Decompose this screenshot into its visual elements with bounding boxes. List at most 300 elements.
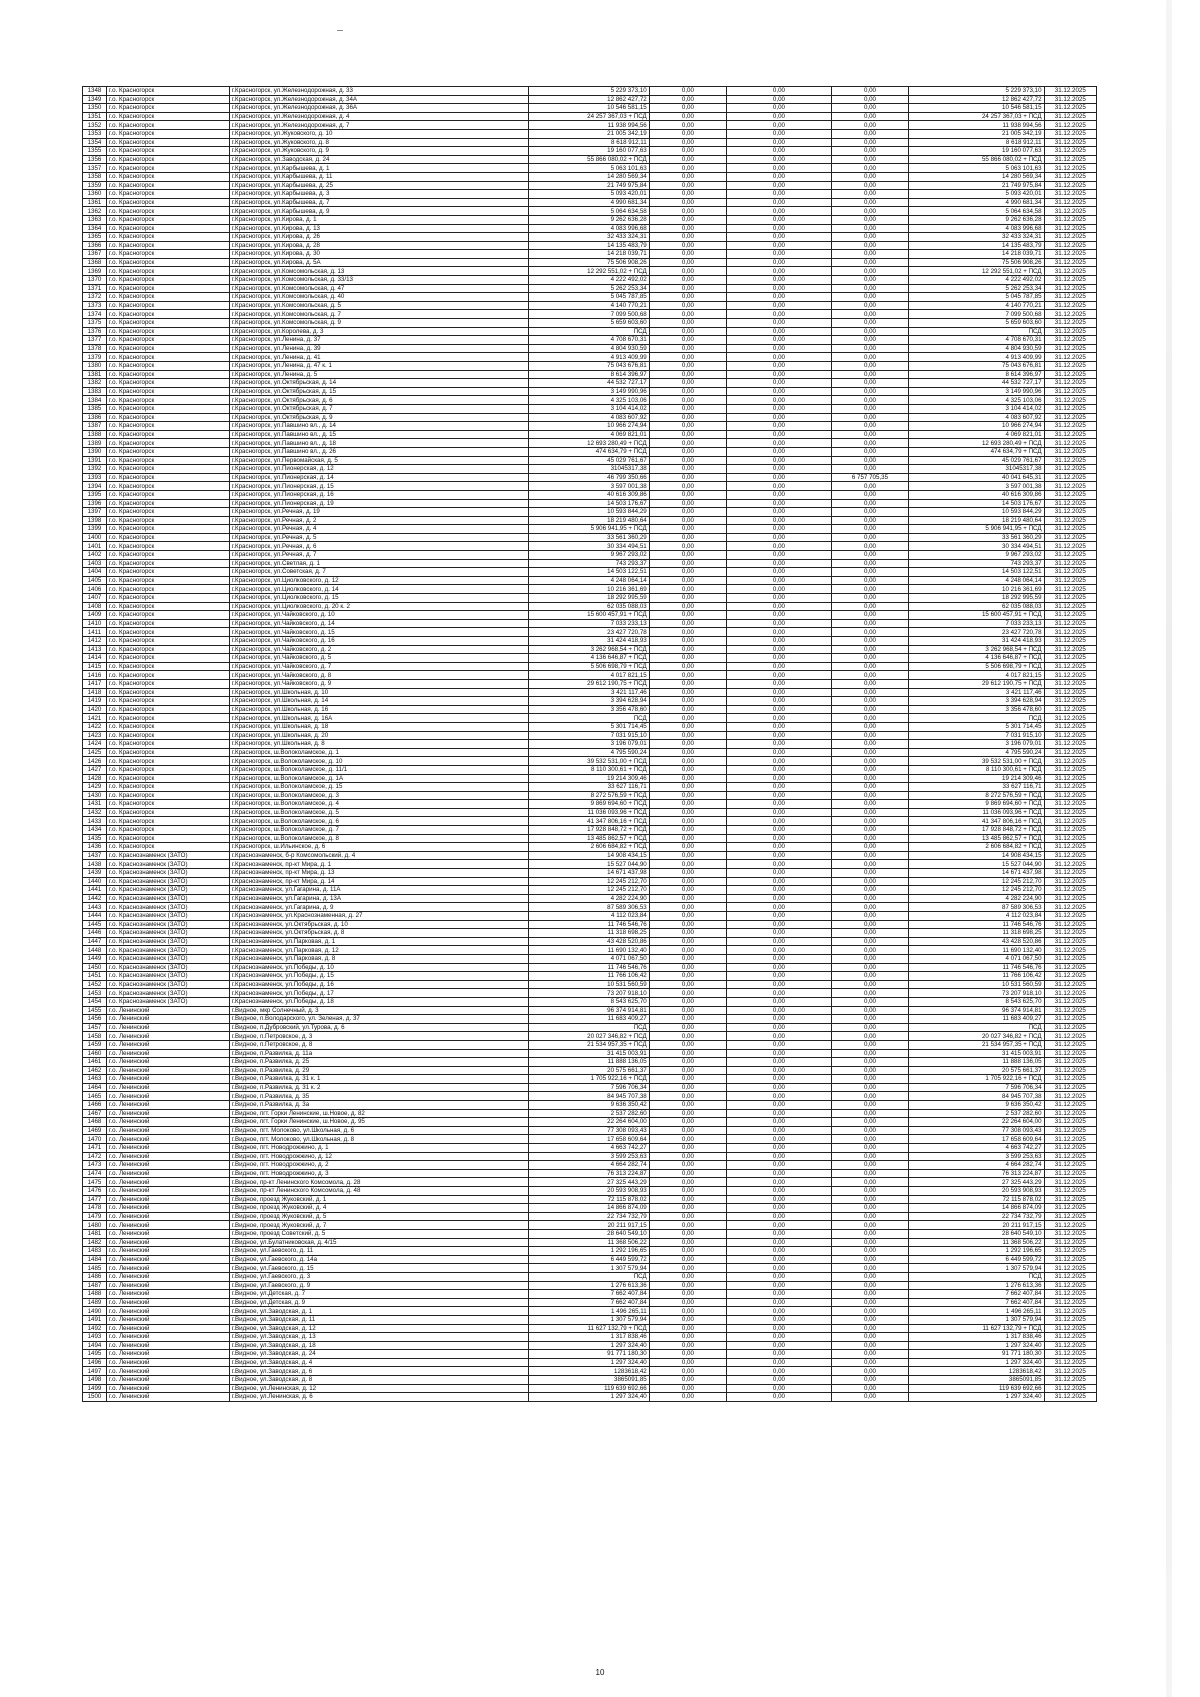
municipality-cell: г.о. Красногорск [106,731,229,740]
final-cost-cell: 11 036 093,96 + ПСД [909,808,1044,817]
col-zero-1-cell: 0,00 [649,602,726,611]
row-number-cell: 1468 [83,1118,107,1127]
col-deduction-cell: 0,00 [831,1015,908,1024]
col-zero-2-cell: 0,00 [727,920,832,929]
municipality-cell: г.о. Ленинский [106,1255,229,1264]
deadline-date-cell: 31.12.2025 [1044,551,1096,560]
municipality-cell: г.о. Красногорск [106,344,229,353]
final-cost-cell: 7 662 407,84 [909,1298,1044,1307]
address-cell: г.Красногорск, ул.Ленина, д. 39 [229,344,528,353]
deadline-date-cell: 31.12.2025 [1044,1247,1096,1256]
col-zero-2-cell: 0,00 [727,1058,832,1067]
total-cost-cell: 75 506 908,26 [529,258,650,267]
row-number-cell: 1431 [83,800,107,809]
col-zero-2-cell: 0,00 [727,362,832,371]
col-zero-1-cell: 0,00 [649,1333,726,1342]
address-cell: г.Видное, п.Развилка, д. 35 [229,1092,528,1101]
col-deduction-cell: 0,00 [831,963,908,972]
address-cell: г.Видное, п.Развилка, д. 29 [229,1066,528,1075]
col-zero-1-cell: 0,00 [649,1169,726,1178]
final-cost-cell: 40 041 645,31 [909,473,1044,482]
address-cell: г.Видное, ул.Гаевского, д. 14а [229,1255,528,1264]
col-zero-2-cell: 0,00 [727,697,832,706]
total-cost-cell: 12 245 212,70 [529,886,650,895]
col-deduction-cell: 0,00 [831,508,908,517]
municipality-cell: г.о. Ленинский [106,1307,229,1316]
address-cell: г.Красногорск, ул.Октябрьская, д. 7 [229,404,528,413]
total-cost-cell: 14 280 569,34 [529,172,650,181]
table-row [83,903,1097,912]
municipality-cell: г.о. Краснознаменск (ЗАТО) [106,903,229,912]
municipality-cell: г.о. Краснознаменск (ЗАТО) [106,869,229,878]
col-deduction-cell: 0,00 [831,989,908,998]
col-deduction-cell: 0,00 [831,344,908,353]
col-deduction-cell: 0,00 [831,482,908,491]
table-row [83,783,1097,792]
total-cost-cell: 41 347 806,16 + ПСД [529,817,650,826]
address-cell: г.Красногорск, ул.Кирова, д. 28 [229,241,528,250]
municipality-cell: г.о. Ленинский [106,1290,229,1299]
col-zero-1-cell: 0,00 [649,542,726,551]
col-zero-1-cell: 0,00 [649,1384,726,1393]
final-cost-cell: 1 307 579,94 [909,1315,1044,1324]
address-cell: г.Красногорск, ул.Железнодорожная, д. 36А [229,104,528,113]
row-number-cell: 1452 [83,980,107,989]
table-row [83,877,1097,886]
col-deduction-cell: 0,00 [831,241,908,250]
total-cost-cell: 5 301 714,45 [529,722,650,731]
final-cost-cell: 3 262 968,54 + ПСД [909,645,1044,654]
address-cell: г.Видное, ул.Заводская, д. 24 [229,1350,528,1359]
total-cost-cell: 12 292 551,02 + ПСД [529,267,650,276]
final-cost-cell: 11 690 132,40 [909,946,1044,955]
deadline-date-cell: 31.12.2025 [1044,1212,1096,1221]
final-cost-cell: 5 659 603,60 [909,319,1044,328]
table-row [83,1221,1097,1230]
table-row [83,1092,1097,1101]
municipality-cell: г.о. Красногорск [106,336,229,345]
col-deduction-cell: 0,00 [831,404,908,413]
final-cost-cell: 14 503 176,67 [909,499,1044,508]
deadline-date-cell: 31.12.2025 [1044,1272,1096,1281]
final-cost-cell: 14 135 483,79 [909,241,1044,250]
col-deduction-cell: 0,00 [831,757,908,766]
col-zero-1-cell: 0,00 [649,1144,726,1153]
col-deduction-cell: 0,00 [831,542,908,551]
col-deduction-cell: 0,00 [831,997,908,1006]
municipality-cell: г.о. Ленинский [106,1075,229,1084]
table-row [83,439,1097,448]
col-zero-2-cell: 0,00 [727,611,832,620]
col-deduction-cell: 0,00 [831,310,908,319]
municipality-cell: г.о. Красногорск [106,310,229,319]
deadline-date-cell: 31.12.2025 [1044,112,1096,121]
municipality-cell: г.о. Ленинский [106,1367,229,1376]
table-row [83,370,1097,379]
final-cost-cell: 11 683 409,27 [909,1015,1044,1024]
total-cost-cell: 8 272 576,59 + ПСД [529,791,650,800]
deadline-date-cell: 31.12.2025 [1044,172,1096,181]
row-number-cell: 1435 [83,834,107,843]
address-cell: г.Красногорск, ш.Волоколамское, д. 5 [229,808,528,817]
total-cost-cell: 4 913 409,99 [529,353,650,362]
col-deduction-cell: 0,00 [831,301,908,310]
final-cost-cell: 9 636 350,42 [909,1101,1044,1110]
final-cost-cell: 91 771 180,30 [909,1350,1044,1359]
col-zero-2-cell: 0,00 [727,456,832,465]
col-deduction-cell: 0,00 [831,688,908,697]
total-cost-cell: 15 527 044,90 [529,860,650,869]
municipality-cell: г.о. Красногорск [106,671,229,680]
col-zero-1-cell: 0,00 [649,1049,726,1058]
deadline-date-cell: 31.12.2025 [1044,1023,1096,1032]
final-cost-cell: 84 945 707,38 [909,1092,1044,1101]
col-deduction-cell: 0,00 [831,87,908,96]
deadline-date-cell: 31.12.2025 [1044,946,1096,955]
address-cell: г.Краснознаменск, ул.Победы, д. 15 [229,972,528,981]
table-row [83,241,1097,250]
table-row [83,1049,1097,1058]
municipality-cell: г.о. Ленинский [106,1376,229,1385]
deadline-date-cell: 31.12.2025 [1044,791,1096,800]
final-cost-cell: 9 869 694,60 + ПСД [909,800,1044,809]
row-number-cell: 1405 [83,576,107,585]
col-zero-1-cell: 0,00 [649,181,726,190]
deadline-date-cell: 31.12.2025 [1044,533,1096,542]
table-row [83,396,1097,405]
row-number-cell: 1378 [83,344,107,353]
row-number-cell: 1436 [83,843,107,852]
col-zero-1-cell: 0,00 [649,1006,726,1015]
deadline-date-cell: 31.12.2025 [1044,516,1096,525]
deadline-date-cell: 31.12.2025 [1044,722,1096,731]
table-row [83,972,1097,981]
row-number-cell: 1447 [83,937,107,946]
col-zero-1-cell: 0,00 [649,808,726,817]
total-cost-cell: 474 634,79 + ПСД [529,447,650,456]
final-cost-cell: 87 589 306,53 [909,903,1044,912]
table-row [83,628,1097,637]
table-row [83,869,1097,878]
scan-artifact [337,30,343,31]
municipality-cell: г.о. Красногорск [106,533,229,542]
deadline-date-cell: 31.12.2025 [1044,525,1096,534]
row-number-cell: 1451 [83,972,107,981]
address-cell: г.Красногорск, ул.Чайковского, д. 10 [229,611,528,620]
address-cell: г.Красногорск, ул.Железнодорожная, д. 4 [229,112,528,121]
final-cost-cell: 11 627 132,79 + ПСД [909,1324,1044,1333]
table-row [83,1152,1097,1161]
table-row [83,671,1097,680]
address-cell: г.Красногорск, ул.Школьная, д. 18 [229,722,528,731]
municipality-cell: г.о. Ленинский [106,1006,229,1015]
address-cell: г.Красногорск, ул.Чайковского, д. 16 [229,637,528,646]
col-zero-2-cell: 0,00 [727,912,832,921]
row-number-cell: 1448 [83,946,107,955]
row-number-cell: 1380 [83,362,107,371]
total-cost-cell: 7 596 706,34 [529,1083,650,1092]
table-row [83,697,1097,706]
total-cost-cell: 96 374 914,81 [529,1006,650,1015]
col-zero-2-cell: 0,00 [727,714,832,723]
col-zero-2-cell: 0,00 [727,198,832,207]
col-zero-2-cell: 0,00 [727,542,832,551]
total-cost-cell: 3 599 253,63 [529,1152,650,1161]
col-zero-1-cell: 0,00 [649,972,726,981]
col-zero-2-cell: 0,00 [727,637,832,646]
row-number-cell: 1394 [83,482,107,491]
row-number-cell: 1419 [83,697,107,706]
final-cost-cell: 17 928 848,72 + ПСД [909,826,1044,835]
col-zero-2-cell: 0,00 [727,834,832,843]
total-cost-cell: 17 928 848,72 + ПСД [529,826,650,835]
final-cost-cell: 2 537 282,60 [909,1109,1044,1118]
row-number-cell: 1500 [83,1393,107,1402]
table-row [83,894,1097,903]
municipality-cell: г.о. Красногорск [106,722,229,731]
final-cost-cell: 44 532 727,17 [909,379,1044,388]
municipality-cell: г.о. Красногорск [106,164,229,173]
col-zero-2-cell: 0,00 [727,1341,832,1350]
final-cost-cell: 5 063 101,63 [909,164,1044,173]
col-zero-1-cell: 0,00 [649,293,726,302]
municipality-cell: г.о. Красногорск [106,293,229,302]
col-deduction-cell: 0,00 [831,207,908,216]
col-zero-2-cell: 0,00 [727,422,832,431]
col-zero-2-cell: 0,00 [727,1195,832,1204]
municipality-cell: г.о. Ленинский [106,1333,229,1342]
col-zero-2-cell: 0,00 [727,87,832,96]
col-zero-2-cell: 0,00 [727,765,832,774]
table-row [83,654,1097,663]
municipality-cell: г.о. Ленинский [106,1023,229,1032]
col-deduction-cell: 0,00 [831,1238,908,1247]
row-number-cell: 1416 [83,671,107,680]
table-row [83,1040,1097,1049]
total-cost-cell: 14 135 483,79 [529,241,650,250]
table-row [83,1023,1097,1032]
final-cost-cell: 4 140 770,21 [909,301,1044,310]
municipality-cell: г.о. Ленинский [106,1066,229,1075]
total-cost-cell: 1 297 324,40 [529,1358,650,1367]
final-cost-cell: 12 693 280,49 + ПСД [909,439,1044,448]
table-row [83,336,1097,345]
total-cost-cell: 3 196 079,01 [529,740,650,749]
col-deduction-cell: 0,00 [831,284,908,293]
total-cost-cell: 1 297 324,40 [529,1393,650,1402]
final-cost-cell: 743 293,37 [909,559,1044,568]
final-cost-cell: 3 104 414,02 [909,404,1044,413]
deadline-date-cell: 31.12.2025 [1044,757,1096,766]
col-deduction-cell: 0,00 [831,112,908,121]
col-zero-2-cell: 0,00 [727,1083,832,1092]
col-zero-2-cell: 0,00 [727,129,832,138]
total-cost-cell: 22 264 604,00 [529,1118,650,1127]
address-cell: г.Видное, п.Развилка, д. 11а [229,1049,528,1058]
col-deduction-cell: 0,00 [831,1058,908,1067]
row-number-cell: 1424 [83,740,107,749]
row-number-cell: 1396 [83,499,107,508]
col-zero-1-cell: 0,00 [649,1109,726,1118]
municipality-cell: г.о. Краснознаменск (ЗАТО) [106,954,229,963]
municipality-cell: г.о. Красногорск [106,422,229,431]
final-cost-cell: 7 033 233,13 [909,619,1044,628]
final-cost-cell: 11 938 994,56 [909,121,1044,130]
col-zero-2-cell: 0,00 [727,344,832,353]
total-cost-cell: 4 136 646,87 + ПСД [529,654,650,663]
table-row [83,1135,1097,1144]
address-cell: г.Видное, пгт. Новодрожжино, д. 2 [229,1161,528,1170]
col-zero-2-cell: 0,00 [727,1290,832,1299]
final-cost-cell: 5 093 420,01 [909,190,1044,199]
col-zero-2-cell: 0,00 [727,370,832,379]
col-zero-1-cell: 0,00 [649,1075,726,1084]
col-zero-2-cell: 0,00 [727,886,832,895]
municipality-cell: г.о. Красногорск [106,611,229,620]
col-deduction-cell: 0,00 [831,1135,908,1144]
deadline-date-cell: 31.12.2025 [1044,319,1096,328]
total-cost-cell: 10 216 361,69 [529,585,650,594]
row-number-cell: 1398 [83,516,107,525]
address-cell: г.Красногорск, ш.Ильинское, д. 6 [229,843,528,852]
deadline-date-cell: 31.12.2025 [1044,396,1096,405]
col-zero-2-cell: 0,00 [727,1315,832,1324]
col-deduction-cell: 0,00 [831,800,908,809]
row-number-cell: 1391 [83,456,107,465]
table-row [83,1006,1097,1015]
address-cell: г.Красногорск, ул.Школьная, д. 16А [229,714,528,723]
total-cost-cell: 6 449 599,72 [529,1255,650,1264]
address-cell: г.Видное, ул.Заводская, д. 4 [229,1358,528,1367]
table-row [83,1281,1097,1290]
row-number-cell: 1473 [83,1161,107,1170]
row-number-cell: 1352 [83,121,107,130]
final-cost-cell: 14 503 122,51 [909,568,1044,577]
final-cost-cell: 4 222 492,02 [909,276,1044,285]
col-zero-2-cell: 0,00 [727,1229,832,1238]
final-cost-cell: 8 618 912,11 [909,138,1044,147]
col-deduction-cell: 0,00 [831,465,908,474]
col-zero-1-cell: 0,00 [649,533,726,542]
col-zero-2-cell: 0,00 [727,1221,832,1230]
row-number-cell: 1476 [83,1187,107,1196]
total-cost-cell: 8 543 625,70 [529,997,650,1006]
deadline-date-cell: 31.12.2025 [1044,404,1096,413]
table-row [83,224,1097,233]
municipality-cell: г.о. Красногорск [106,800,229,809]
row-number-cell: 1370 [83,276,107,285]
col-zero-2-cell: 0,00 [727,791,832,800]
table-row [83,164,1097,173]
municipality-cell: г.о. Красногорск [106,654,229,663]
deadline-date-cell: 31.12.2025 [1044,817,1096,826]
table-row [83,791,1097,800]
final-cost-cell: 14 908 434,15 [909,851,1044,860]
col-deduction-cell: 0,00 [831,912,908,921]
col-zero-1-cell: 0,00 [649,954,726,963]
col-deduction-cell: 0,00 [831,946,908,955]
col-deduction-cell: 0,00 [831,602,908,611]
address-cell: г.Красногорск, ул.Школьная, д. 14 [229,697,528,706]
final-cost-cell: 18 219 480,64 [909,516,1044,525]
col-zero-2-cell: 0,00 [727,1075,832,1084]
col-zero-1-cell: 0,00 [649,1290,726,1299]
address-cell: г.Краснознаменск, ул.Гагарина, д. 11А [229,886,528,895]
municipality-cell: г.о. Красногорск [106,679,229,688]
row-number-cell: 1421 [83,714,107,723]
municipality-cell: г.о. Ленинский [106,1118,229,1127]
row-number-cell: 1426 [83,757,107,766]
col-zero-1-cell: 0,00 [649,1195,726,1204]
deadline-date-cell: 31.12.2025 [1044,1152,1096,1161]
table-row [83,447,1097,456]
table-row [83,559,1097,568]
col-deduction-cell: 0,00 [831,1126,908,1135]
final-cost-cell: 19 160 077,63 [909,147,1044,156]
final-cost-cell: 8 272 576,59 + ПСД [909,791,1044,800]
col-zero-1-cell: 0,00 [649,233,726,242]
address-cell: г.Видное, пр-кт Ленинского Комсомола, д. 28 [229,1178,528,1187]
col-zero-2-cell: 0,00 [727,594,832,603]
final-cost-cell: 33 627 116,71 [909,783,1044,792]
final-cost-cell: 3 196 079,01 [909,740,1044,749]
col-zero-2-cell: 0,00 [727,843,832,852]
deadline-date-cell: 31.12.2025 [1044,903,1096,912]
municipality-cell: г.о. Красногорск [106,843,229,852]
row-number-cell: 1488 [83,1290,107,1299]
table-row [83,1247,1097,1256]
row-number-cell: 1420 [83,705,107,714]
final-cost-cell: 8 614 396,97 [909,370,1044,379]
col-zero-2-cell: 0,00 [727,1006,832,1015]
municipality-cell: г.о. Красногорск [106,198,229,207]
address-cell: г.Краснознаменск, ул.Победы, д. 16 [229,980,528,989]
total-cost-cell: 4 663 742,27 [529,1144,650,1153]
address-cell: г.Красногорск, ул.Кирова, д. 1 [229,215,528,224]
col-deduction-cell: 0,00 [831,637,908,646]
table-row [83,929,1097,938]
table-row [83,585,1097,594]
municipality-cell: г.о. Ленинский [106,1384,229,1393]
address-cell: г.Красногорск, ул.Кирова, д. 5А [229,258,528,267]
col-deduction-cell: 0,00 [831,714,908,723]
col-zero-2-cell: 0,00 [727,284,832,293]
address-cell: г.Красногорск, ул.Комсомольская, д. 47 [229,284,528,293]
row-number-cell: 1469 [83,1126,107,1135]
deadline-date-cell: 31.12.2025 [1044,637,1096,646]
col-deduction-cell: 0,00 [831,1264,908,1273]
municipality-cell: г.о. Красногорск [106,697,229,706]
col-zero-2-cell: 0,00 [727,413,832,422]
address-cell: г.Красногорск, ул.Ленина, д. 41 [229,353,528,362]
col-deduction-cell: 0,00 [831,1040,908,1049]
final-cost-cell: 1283618,42 [909,1367,1044,1376]
col-deduction-cell: 0,00 [831,172,908,181]
col-deduction-cell: 0,00 [831,1393,908,1402]
col-zero-1-cell: 0,00 [649,430,726,439]
row-number-cell: 1443 [83,903,107,912]
final-cost-cell: 20 575 661,37 [909,1066,1044,1075]
row-number-cell: 1445 [83,920,107,929]
address-cell: г.Краснознаменск, б-р Комсомольский, д. 4 [229,851,528,860]
deadline-date-cell: 31.12.2025 [1044,1307,1096,1316]
total-cost-cell: 33 561 360,29 [529,533,650,542]
col-deduction-cell: 0,00 [831,1083,908,1092]
col-zero-1-cell: 0,00 [649,851,726,860]
final-cost-cell: 39 532 531,00 + ПСД [909,757,1044,766]
document-sheet [82,86,1097,1402]
row-number-cell: 1381 [83,370,107,379]
